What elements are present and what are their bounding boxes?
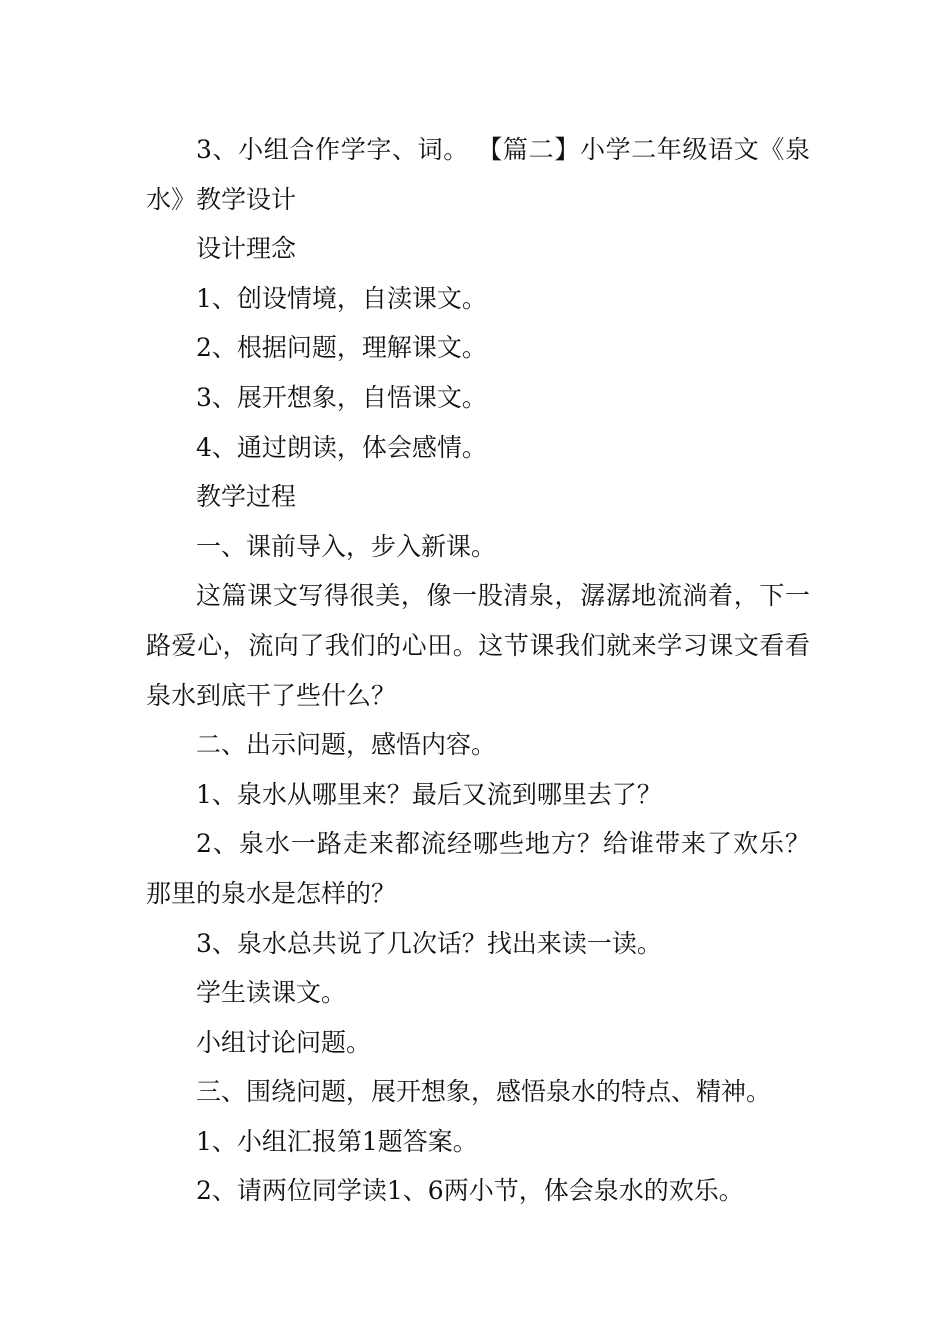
step-heading: 一、课前导入，步入新课。 xyxy=(196,531,497,561)
list-item: 1、小组汇报第1题答案。 xyxy=(196,1126,478,1156)
list-item: 2、根据问题，理解课文。 xyxy=(196,333,487,363)
section-heading: 教学过程 xyxy=(196,482,297,512)
paragraph: 这篇课文写得很美，像一股清泉，潺潺地流淌着，下一路爱心，流向了我们的心田。这节课我们就来学习课文看看泉水到底干了些什么？ xyxy=(146,581,810,710)
paragraph: 小组讨论问题。 xyxy=(196,1027,372,1057)
section-heading: 设计理念 xyxy=(196,234,297,264)
list-item: 2、泉水一路走来都流经哪些地方？给谁带来了欢乐？那里的泉水是怎样的？ xyxy=(146,829,810,908)
step-heading: 二、出示问题，感悟内容。 xyxy=(196,730,497,760)
list-item: 1、创设情境，自渎课文。 xyxy=(196,283,487,313)
list-item: 3、泉水总共说了几次话？找出来读一读。 xyxy=(196,928,662,958)
list-item: 3、展开想象，自悟课文。 xyxy=(196,382,487,412)
document-body xyxy=(146,125,810,1216)
paragraph: 学生读课文。 xyxy=(196,978,347,1008)
list-item: 4、通过朗读，体会感情。 xyxy=(196,432,487,462)
step-heading: 三、围绕问题，展开想象，感悟泉水的特点、精神。 xyxy=(196,1077,772,1107)
paragraph: 3、小组合作学字、词。 【篇二】小学二年级语文《泉水》教学设计 xyxy=(146,135,810,214)
list-item: 1、泉水从哪里来？最后又流到哪里去了？ xyxy=(196,779,662,809)
list-item: 2、请两位同学读1、6两小节，体会泉水的欢乐。 xyxy=(196,1176,744,1206)
